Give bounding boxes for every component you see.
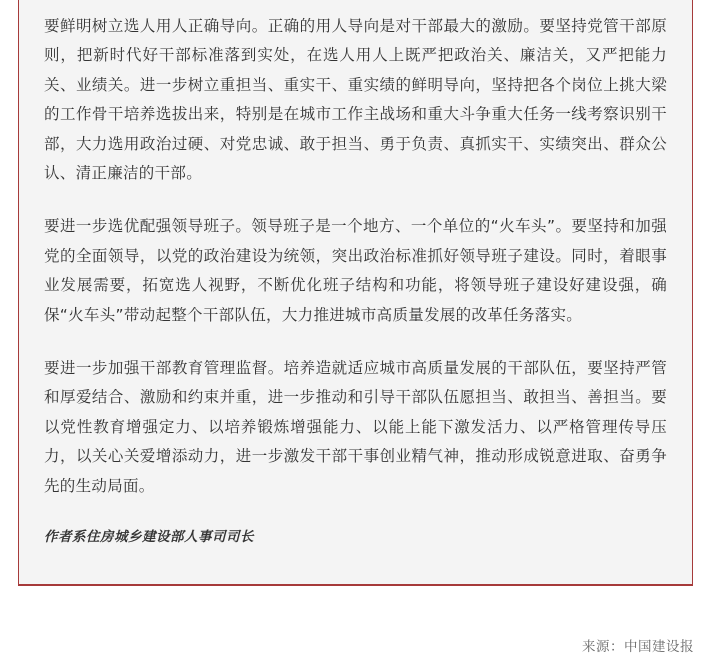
article-box	[18, 0, 693, 586]
paragraph-2: 要进一步选优配强领导班子。领导班子是一个地方、一个单位的“火车头”。要坚持和加强党的全面领导，以党的政治建设为统领，突出政治标准抓好领导班子建设。同时，着眼事业发展需要，拓宽选人视野，不断优化班子结构和功能，将领导班子建设好建设强，确保“火车头”带动起整个干部队伍，大力推进城市高质量发展的改革任务落实。	[44, 217, 667, 324]
source-credit: 来源：中国建设报	[582, 639, 694, 655]
paragraph-3: 要进一步加强干部教育管理监督。培养造就适应城市高质量发展的干部队伍，要坚持严管和厚爱结合、激励和约束并重，进一步推动和引导干部队伍愿担当、敢担当、善担当。要以党性教育增强定力、以培养锻炼增强能力、以能上能下激发活力、以严格管理传导压力，以关心关爱增添动力，进一步激发干部干事创业精气神，推动形成锐意进取、奋勇争先的生动局面。	[44, 359, 667, 495]
author-note: 作者系住房城乡建设部人事司司长	[44, 529, 254, 546]
paragraph-1: 要鲜明树立选人用人正确导向。正确的用人导向是对干部最大的激励。要坚持党管干部原则，把新时代好干部标准落到实处，在选人用人上既严把政治关、廉洁关，又严把能力关、业绩关。进一步树立重担当、重实干、重实绩的鲜明导向，坚持把各个岗位上挑大梁的工作骨干培养选拔出来，特别是在城市工作主战场和重大斗争重大任务一线考察识别干部，大力选用政治过硬、对党忠诚、敢于担当、勇于负责、真抓实干、实绩突出、群众公认、清正廉洁的干部。	[44, 17, 667, 183]
